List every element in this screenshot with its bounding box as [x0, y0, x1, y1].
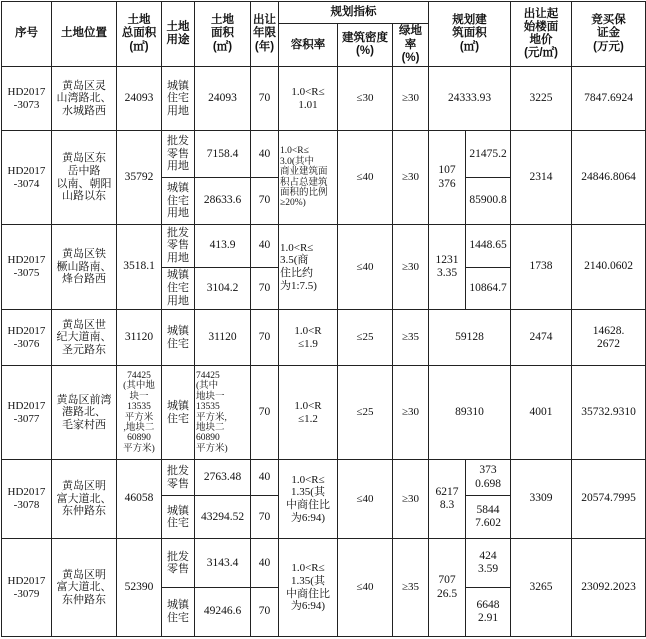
total-area: 46058 — [117, 459, 162, 538]
land-area: 413.9 — [195, 224, 251, 267]
deposit: 35732.9310 — [572, 366, 646, 460]
plot-ratio: 1.0<R≤ 1.35(其 中商住比 为6:94) — [279, 539, 338, 637]
lease-term: 70 — [251, 178, 279, 225]
lease-term: 70 — [251, 310, 279, 366]
header-total-area: 土地 总面积 (㎡) — [117, 2, 162, 67]
deposit: 7847.6924 — [572, 67, 646, 131]
header-plot-ratio: 容积率 — [279, 24, 338, 67]
building-area-total: 1231 3.35 — [429, 224, 466, 309]
land-area: 7158.4 — [195, 131, 251, 178]
green-rate: ≥35 — [393, 539, 429, 637]
land-location: 黄岛区灵 山湾路北、 水城路西 — [52, 67, 117, 131]
land-use: 城镇 住宅 用地 — [162, 267, 195, 310]
start-price: 3309 — [511, 459, 572, 538]
total-area: 74425 (其中地 块一 13535 平方米 ,地块二 60890 平方米) — [117, 366, 162, 460]
land-use: 城镇 住宅 — [162, 366, 195, 460]
building-density: ≤30 — [338, 67, 393, 131]
land-use: 城镇 住宅 用地 — [162, 67, 195, 131]
table-row — [2, 67, 646, 131]
deposit: 23092.2023 — [572, 539, 646, 637]
green-rate: ≥30 — [393, 67, 429, 131]
building-area-part: 21475.2 — [466, 131, 511, 178]
header-area: 土地 面积 (㎡) — [195, 2, 251, 67]
land-area: 3104.2 — [195, 267, 251, 310]
plot-ratio: 1.0<R ≤1.2 — [279, 366, 338, 460]
building-density: ≤40 — [338, 224, 393, 309]
land-use: 城镇 住宅 — [162, 496, 195, 539]
lease-term: 70 — [251, 67, 279, 131]
total-area: 3518.1 — [117, 224, 162, 309]
building-area-total: 707 26.5 — [429, 539, 466, 637]
land-use: 批发 零售 — [162, 459, 195, 496]
total-area: 35792 — [117, 131, 162, 225]
land-area: 3143.4 — [195, 539, 251, 588]
green-rate: ≥30 — [393, 366, 429, 460]
lease-term: 40 — [251, 224, 279, 267]
building-area-part: 85900.8 — [466, 178, 511, 225]
header-planning: 规划指标 — [279, 2, 429, 24]
land-location: 黄岛区世 纪大道南、 圣元路东 — [52, 310, 117, 366]
start-price: 1738 — [511, 224, 572, 309]
header-location: 土地位置 — [52, 2, 117, 67]
land-id: HD2017 -3079 — [2, 539, 52, 637]
deposit: 24846.8064 — [572, 131, 646, 225]
land-id: HD2017 -3075 — [2, 224, 52, 309]
table-row — [2, 459, 646, 496]
land-id: HD2017 -3076 — [2, 310, 52, 366]
deposit: 20574.7995 — [572, 459, 646, 538]
plot-ratio: 1.0<R≤ 3.5(商 住比约 为1:7.5) — [279, 224, 338, 309]
land-use: 城镇 住宅 用地 — [162, 178, 195, 225]
start-price: 4001 — [511, 366, 572, 460]
land-id: HD2017 -3073 — [2, 67, 52, 131]
land-area: 24093 — [195, 67, 251, 131]
lease-term: 70 — [251, 267, 279, 310]
green-rate: ≥30 — [393, 224, 429, 309]
deposit: 2140.0602 — [572, 224, 646, 309]
table-row — [2, 310, 646, 366]
header-density: 建筑密度 (%) — [338, 24, 393, 67]
land-id: HD2017 -3077 — [2, 366, 52, 460]
building-area-part: 424 3.59 — [466, 539, 511, 588]
building-area-part: 5844 7.602 — [466, 496, 511, 539]
building-area-part: 10864.7 — [466, 267, 511, 310]
table-row — [2, 539, 646, 588]
building-density: ≤40 — [338, 539, 393, 637]
land-area: 74425 (其中 地块一 13535 平方米, 地块二 60890 平方米) — [195, 366, 251, 460]
land-use: 批发 零售 — [162, 539, 195, 588]
lease-term: 70 — [251, 366, 279, 460]
building-area-part: 373 0.698 — [466, 459, 511, 496]
header-row-1 — [2, 2, 646, 24]
building-density: ≤40 — [338, 459, 393, 538]
header-term: 出让 年限 (年) — [251, 2, 279, 67]
lease-term: 40 — [251, 539, 279, 588]
deposit: 14628. 2672 — [572, 310, 646, 366]
land-location: 黄岛区明 富大道北、 东仲路东 — [52, 539, 117, 637]
building-density: ≤25 — [338, 310, 393, 366]
table-row — [2, 131, 646, 178]
header-start-price: 出让起 始楼面 地价 (元/㎡) — [511, 2, 572, 67]
building-area-part: 6648 2.91 — [466, 588, 511, 637]
header-seq: 序号 — [2, 2, 52, 67]
total-area: 52390 — [117, 539, 162, 637]
land-area: 49246.6 — [195, 588, 251, 637]
land-auction-table — [1, 1, 646, 637]
lease-term: 40 — [251, 459, 279, 496]
green-rate: ≥30 — [393, 459, 429, 538]
land-location: 黄岛区前湾 港路北、 毛家村西 — [52, 366, 117, 460]
table-row — [2, 224, 646, 267]
building-area-total: 89310 — [429, 366, 511, 460]
plot-ratio: 1.0<R≤ 3.0(其中 商业建筑面 积占总建筑 面积的比例 ≥20%) — [279, 131, 338, 225]
building-area-total: 24333.93 — [429, 67, 511, 131]
building-density: ≤40 — [338, 131, 393, 225]
land-use: 城镇 住宅 — [162, 588, 195, 637]
plot-ratio: 1.0<R ≤1.9 — [279, 310, 338, 366]
plot-ratio: 1.0<R≤ 1.01 — [279, 67, 338, 131]
building-area-total: 107 376 — [429, 131, 466, 225]
lease-term: 70 — [251, 496, 279, 539]
start-price: 2474 — [511, 310, 572, 366]
building-area-total: 59128 — [429, 310, 511, 366]
land-area: 2763.48 — [195, 459, 251, 496]
total-area: 24093 — [117, 67, 162, 131]
land-area: 43294.52 — [195, 496, 251, 539]
building-area-total: 6217 8.3 — [429, 459, 466, 538]
start-price: 3225 — [511, 67, 572, 131]
start-price: 2314 — [511, 131, 572, 225]
land-use: 批发 零售 用地 — [162, 131, 195, 178]
land-id: HD2017 -3078 — [2, 459, 52, 538]
land-use: 城镇 住宅 — [162, 310, 195, 366]
header-building-area: 规划建 筑面积 (㎡) — [429, 2, 511, 67]
land-area: 28633.6 — [195, 178, 251, 225]
green-rate: ≥35 — [393, 310, 429, 366]
land-location: 黄岛区东 岳中路 以南、朝阳 山路以东 — [52, 131, 117, 225]
building-area-part: 1448.65 — [466, 224, 511, 267]
header-green: 绿地率 (%) — [393, 24, 429, 67]
table-row — [2, 366, 646, 460]
plot-ratio: 1.0<R≤ 1.35(其 中商住比 为6:94) — [279, 459, 338, 538]
land-use: 批发 零售 用地 — [162, 224, 195, 267]
land-area: 31120 — [195, 310, 251, 366]
land-location: 黄岛区铁 橛山路南、 烽台路西 — [52, 224, 117, 309]
land-id: HD2017 -3074 — [2, 131, 52, 225]
building-density: ≤25 — [338, 366, 393, 460]
header-deposit: 竞买保 证金 (万元) — [572, 2, 646, 67]
start-price: 3265 — [511, 539, 572, 637]
green-rate: ≥30 — [393, 131, 429, 225]
total-area: 31120 — [117, 310, 162, 366]
land-location: 黄岛区明 富大道北、 东仲路东 — [52, 459, 117, 538]
header-use: 土地 用途 — [162, 2, 195, 67]
lease-term: 40 — [251, 131, 279, 178]
lease-term: 70 — [251, 588, 279, 637]
